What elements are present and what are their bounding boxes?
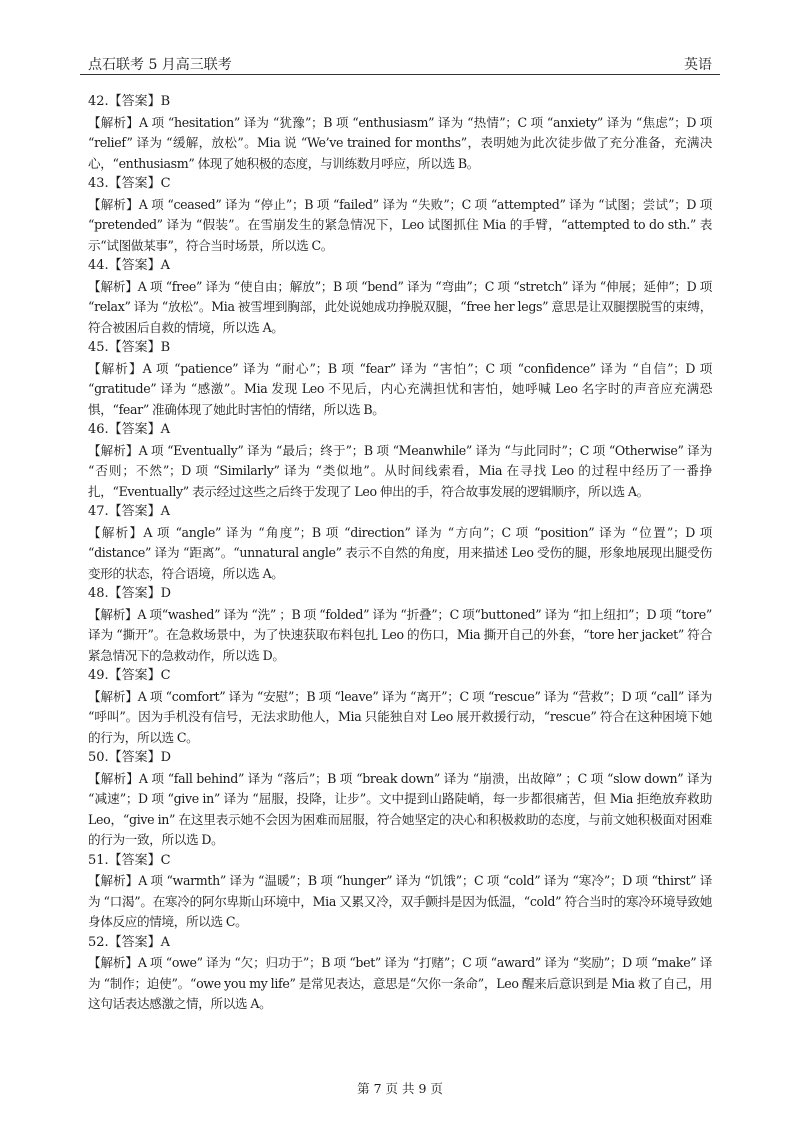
question-item <box>88 748 712 851</box>
question-item <box>88 338 712 420</box>
answer-line: 49.【答案】C <box>88 668 171 683</box>
explanation-text: 【解析】A 项“washed” 译为 “洗” ；B 项 “folded” 译为 “折叠”；C 项“buttoned” 译为 “扣上纽扣”；D 项 “tore” 译为 “撕开”。在急救场景中，为了快速获取布料包扎 Leo 的伤口，Mia 撕开自己的外套，“tore her jacket” 符合紧急情况下的急救动作，所以选 D。 <box>88 606 712 663</box>
explanation-text: 【解析】A 项 “owe” 译为 “欠；归功于”；B 项 “bet” 译为 “打赌”；C 项 “award” 译为 “奖励”；D 项 “make” 译为 “制作；迫使”。“owe you my life” 是常见表达，意思是“欠你一条命”，Leo 醒来后意识到是 Mia 救了自己，用这句话表达感激之情，所以选 A。 <box>88 955 712 1011</box>
answer-line: 44.【答案】A <box>88 258 171 273</box>
explanation-text: 【解析】A 项 “hesitation” 译为 “犹豫”；B 项 “enthusiasm” 译为 “热情”；C 项 “anxiety” 译为 “焦虑”；D 项 “relief” 译为 “缓解，放松”。Mia 说 “We’ve trained for months”，表明她为此次徒步做了充分准备，充满决心，“enthusiasm” 体现了她积极的态度，与训练数月呼应，所以选 B。 <box>88 114 712 171</box>
answer-line: 52.【答案】A <box>88 934 171 950</box>
explanation-text: 【解析】A 项 “ceased” 译为 “停止”；B 项 “failed” 译为 “失败”；C 项 “attempted” 译为 “试图；尝试”；D 项 “pretended” 译为 “假装”。在雪崩发生的紧急情况下，Leo 试图抓住 Mia 的手臂，“attempted to do sth.” 表示“试图做某事”，符合当时场景，所以选 C。 <box>88 196 712 253</box>
question-item <box>88 502 712 584</box>
page-header <box>80 52 720 75</box>
question-item <box>88 174 712 256</box>
explanation-text: 【解析】A 项 “patience” 译为 “耐心”；B 项 “fear” 译为 “害怕”；C 项 “confidence” 译为 “自信”；D 项 “gratitude” 译为 “感激”。Mia 发现 Leo 不见后，内心充满担忧和害怕，她呼喊 Leo 名字时的声音应充满恐惧，“fear” 准确体现了她此时害怕的情绪，所以选 B。 <box>88 360 712 417</box>
page-number: 第 7 页 共 9 页 <box>357 1081 443 1096</box>
explanation-text: 【解析】A 项 “fall behind” 译为 “落后”；B 项 “break down” 译为 “崩溃，出故障” ；C 项 “slow down” 译为 “减速”；D 项 “give in” 译为 “屈服，投降，让步”。文中提到山路陡峭，每一步都很痛苦，但 Mia 拒绝放弃救助 Leo，“give in” 在这里表示她不会因为困难而屈服，符合她坚定的决心和积极救助的态度，与前文她积极面对困难的行为一致，所以选 D。 <box>88 770 712 847</box>
answer-line: 48.【答案】D <box>88 586 172 601</box>
explanation-text: 【解析】A 项 “Eventually” 译为 “最后；终于”；B 项 “Meanwhile” 译为 “与此同时”；C 项 “Otherwise” 译为 “否则；不然”；D 项 “Similarly” 译为 “类似地”。从时间线索看，Mia 在寻找 Leo 的过程中经历了一番挣扎，“Eventually” 表示经过这些之后终于发现了 Leo 伸出的手，符合故事发展的逻辑顺序，所以选 A。 <box>88 442 712 499</box>
answer-line: 43.【答案】C <box>88 176 171 191</box>
explanation-text: 【解析】A 项 “free” 译为 “使自由；解放”；B 项 “bend” 译为 “弯曲”；C 项 “stretch” 译为 “伸展；延伸”；D 项 “relax” 译为 “放松”。Mia 被雪埋到胸部，此处说她成功挣脱双腿，“free her legs” 意思是让双腿摆脱雪的束缚，符合被困后自救的情境，所以选 A。 <box>88 278 712 335</box>
answer-line: 51.【答案】C <box>88 852 171 868</box>
explanation-text: 【解析】A 项 “angle” 译为 “角度”；B 项 “direction” 译为 “方向”；C 项 “position” 译为 “位置”；D 项 “distance” 译为 “距离”。“unnatural angle” 表示不自然的角度，用来描述 Leo 受伤的腿，形象地展现出腿受伤变形的状态，符合语境，所以选 A。 <box>88 524 712 581</box>
question-item <box>88 420 712 502</box>
answer-line: 45.【答案】B <box>88 340 171 355</box>
answer-line: 46.【答案】A <box>88 422 171 437</box>
question-item <box>88 584 712 666</box>
answer-line: 50.【答案】D <box>88 750 172 765</box>
question-item <box>88 933 712 1015</box>
question-item <box>88 851 712 933</box>
answer-key-content <box>88 92 712 1015</box>
explanation-text: 【解析】A 项 “warmth” 译为 “温暖”；B 项 “hunger” 译为 “饥饿”；C 项 “cold” 译为 “寒冷”；D 项 “thirst” 译为 “口渴”。在寒冷的阿尔卑斯山环境中，Mia 又累又冷，双手颤抖是因为低温，“cold” 符合当时的寒冷环境导致她身体反应的情境，所以选 C。 <box>88 873 712 929</box>
question-item <box>88 256 712 338</box>
question-item <box>88 666 712 748</box>
header-subject: 英语 <box>684 57 712 73</box>
explanation-text: 【解析】A 项 “comfort” 译为 “安慰”；B 项 “leave” 译为 “离开”；C 项 “rescue” 译为 “营救”；D 项 “call” 译为 “呼叫”。因为手机没有信号，无法求助他人，Mia 只能独自对 Leo 展开救援行动，“rescue” 符合在这种困境下她的行为，所以选 C。 <box>88 688 712 745</box>
answer-line: 42.【答案】B <box>88 94 171 109</box>
answer-line: 47.【答案】A <box>88 504 171 519</box>
question-item <box>88 92 712 174</box>
header-exam-title: 点石联考 5 月高三联考 <box>88 57 232 73</box>
